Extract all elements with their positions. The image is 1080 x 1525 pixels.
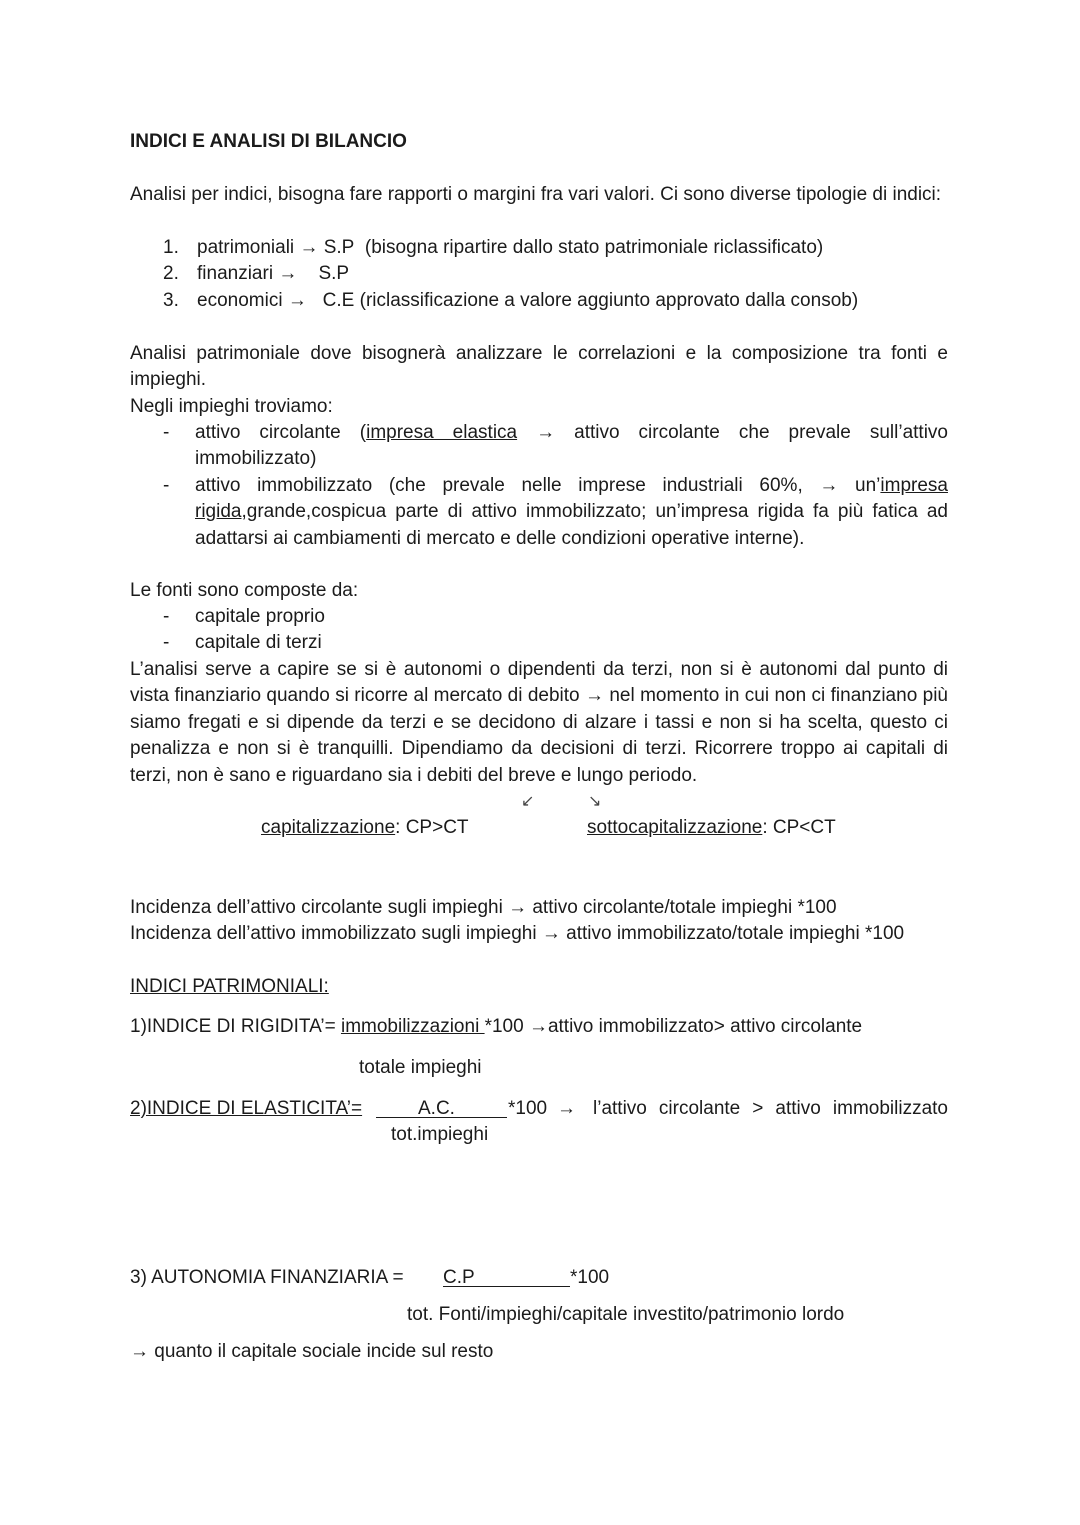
underlined-term: impresa elastica xyxy=(366,422,518,443)
list-item: 1. patrimoniali → S.P (bisogna ripartire dallo stato patrimoniale riclassificato) xyxy=(163,237,824,258)
formula-denominator: tot. Fonti/impieghi/capitale investito/patrimonio lordo xyxy=(407,1304,845,1325)
underlined-term: impresa rigida xyxy=(195,474,948,523)
formula-numerator: immobilizzazioni xyxy=(340,1016,485,1037)
list-item: 2. finanziari → S.P xyxy=(163,263,350,285)
list-item: - attivo circolante (impresa elastica → attivo circolante che prevale sull’attivo immobilizzato) xyxy=(163,422,948,470)
sottocapitalizzazione: sottocapitalizzazione: CP<CT xyxy=(587,817,836,838)
formula-result: l’attivo circolante > attivo immobilizzato xyxy=(593,1098,948,1119)
formula-numerator: C.P xyxy=(443,1267,475,1288)
arrow-right-icon: → xyxy=(278,263,298,285)
formula-numerator: A.C. xyxy=(418,1098,455,1119)
analisi-paragraph: L’analisi serve a capire se si è autonomi o dipendenti da terzi, non si è autonomi dal punto di vista finanziario quando si ricorre al mercato di debito → nel momento in cui non ci finanziano più siamo fregati e si dipende da terzi e se decidono di alzare i tassi e non si ha scelta, questo ci penalizza e non si è tranquilli. Dipendiamo da decisioni di terzi. Ricorrere troppo ai capitali di terzi, non è sano e riguardano sia i debiti del breve e lungo periodo. xyxy=(130,659,948,786)
type-name: patrimoniali xyxy=(197,237,295,258)
indice-rigidita: 1)INDICE DI RIGIDITA’= immobilizzazioni *100 →attivo immobilizzato> attivo circolante xyxy=(130,1016,863,1037)
impieghi-intro: Negli impieghi troviamo: xyxy=(130,396,333,417)
analisi-patrimoniale-paragraph: Analisi patrimoniale dove bisognerà analizzare le correlazioni e la composizione tra fonti e impieghi. xyxy=(130,343,948,391)
arrow-right-icon: → xyxy=(557,1098,576,1119)
impieghi-list xyxy=(130,420,948,552)
autonomia-note: → quanto il capitale sociale incide sul resto xyxy=(130,1341,494,1362)
formula-denominator: tot.impieghi xyxy=(391,1124,489,1145)
type-name: economici xyxy=(197,289,283,311)
incidenza-immobilizzato: Incidenza dell’attivo immobilizzato sugli impieghi → attivo immobilizzato/totale impieghi *100 xyxy=(130,923,905,944)
capitalizzazione: capitalizzazione: CP>CT xyxy=(261,817,469,838)
incidenza-circolante: Incidenza dell’attivo circolante sugli impieghi → attivo circolante/totale impieghi *100 xyxy=(130,897,837,918)
multiplier: *100 xyxy=(508,1098,548,1119)
type-note: (bisogna ripartire dallo stato patrimoniale riclassificato) xyxy=(364,237,824,258)
index-types-list xyxy=(163,235,858,314)
type-name: finanziari xyxy=(197,263,274,285)
list-item: - capitale di terzi xyxy=(163,632,322,654)
indice-elasticita: 2)INDICE DI ELASTICITA’= xyxy=(130,1098,363,1119)
list-item: - capitale proprio xyxy=(163,606,325,627)
arrow-down-left-icon: ↙ xyxy=(521,793,535,810)
autonomia-finanziaria: 3) AUTONOMIA FINANZIARIA = xyxy=(130,1267,404,1288)
type-note: (riclassificazione a valore aggiunto approvato dalla consob) xyxy=(359,289,859,311)
arrow-down-right-icon: ↘ xyxy=(588,793,602,810)
arrow-right-icon: → xyxy=(287,289,307,311)
formula-denominator: totale impieghi xyxy=(359,1057,482,1078)
fonti-list xyxy=(130,604,325,657)
arrow-right-icon: → xyxy=(299,237,319,258)
fonti-intro: Le fonti sono composte da: xyxy=(130,580,359,601)
document-title: INDICI E ANALISI DI BILANCIO xyxy=(130,131,407,152)
list-item: - attivo immobilizzato (che prevale nelle imprese industriali 60%, → un’impresa rigida,grande,cospicua parte di attivo immobilizzato; un’impresa rigida fa più fatica ad adattarsi ai cambiamenti di mercato e delle condizioni operative interne). xyxy=(163,474,948,549)
list-item: 3. economici → C.E (riclassificazione a valore aggiunto approvato dalla consob) xyxy=(163,289,859,311)
multiplier: *100 xyxy=(570,1267,610,1288)
intro-paragraph: Analisi per indici, bisogna fare rapporti o margini fra vari valori. Ci sono diverse tipologie di indici: xyxy=(130,184,942,205)
indici-patrimoniali-heading: INDICI PATRIMONIALI: xyxy=(130,976,329,997)
